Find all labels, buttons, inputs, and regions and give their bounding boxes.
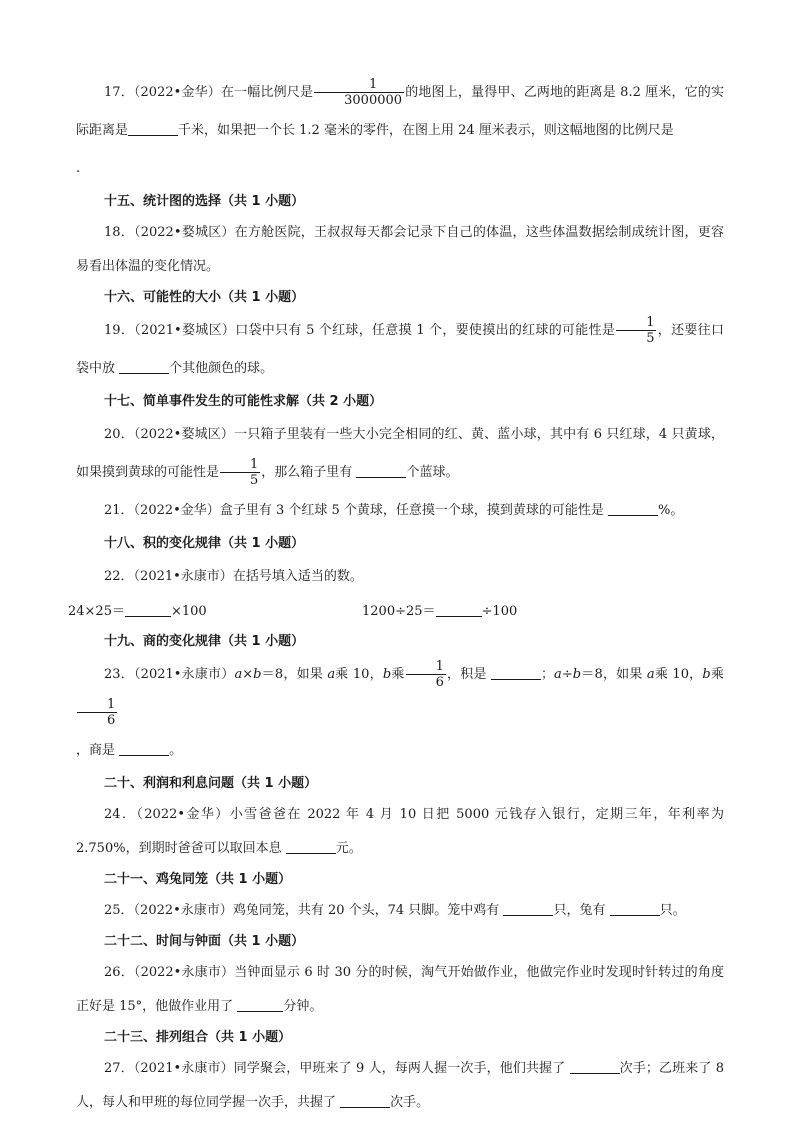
question-text: 盒子里有 3 个红球 5 个黄球，任意摸一个球，摸到黄球的可能性是 <box>219 503 604 518</box>
question-25 <box>76 894 724 928</box>
variable-b: b <box>253 667 262 682</box>
question-number: 26． <box>104 965 134 980</box>
section-heading: 二十三、排列组合（共 1 小题） <box>104 1030 292 1045</box>
question-text: 分钟。 <box>283 999 323 1014</box>
variable-a: a <box>234 667 243 682</box>
question-text: 个蓝球。 <box>406 465 459 480</box>
question-text: ，商是 <box>76 743 116 758</box>
answer-blank <box>491 665 541 680</box>
question-number: 17． <box>104 85 134 100</box>
question-text: 个其他颜色的球。 <box>169 361 274 376</box>
question-text: . <box>76 161 81 176</box>
question-number: 23． <box>104 667 134 682</box>
calc-row <box>68 596 724 628</box>
question-text: ； <box>541 667 555 682</box>
answer-blank <box>503 901 553 916</box>
answer-blank <box>125 602 171 617</box>
answer-blank <box>237 997 283 1012</box>
question-source: （2022•婺城区） <box>134 225 235 240</box>
question-source: （2021•永康市） <box>133 569 233 584</box>
fraction-numerator: 1 <box>435 659 444 674</box>
question-text: ，那么箱子里有 <box>261 465 353 480</box>
question-26 <box>76 956 724 1024</box>
question-source: （2022•金华） <box>133 85 221 100</box>
answer-blank <box>570 1059 620 1074</box>
question-source: （2022•婺城区） <box>133 427 235 442</box>
question-number: 19． <box>104 323 135 338</box>
question-list <box>68 74 724 1120</box>
variable-b: b <box>572 667 582 682</box>
question-number: 18． <box>104 225 135 240</box>
fraction-denominator: 3000000 <box>314 92 404 108</box>
answer-blank <box>436 602 482 617</box>
question-number: 21． <box>104 503 134 518</box>
question-source: （2022•金华） <box>133 503 220 518</box>
answer-blank <box>608 501 658 516</box>
question-18 <box>76 216 724 284</box>
question-text: × <box>242 667 254 682</box>
scale-fraction <box>314 77 404 108</box>
question-text: 际距离是 <box>76 123 129 138</box>
fraction-denominator: 6 <box>77 712 117 728</box>
calc-expression: ÷100 <box>481 604 518 619</box>
question-text: 乘 <box>710 667 724 682</box>
fraction-numerator: 1 <box>646 315 655 330</box>
section-heading: 十七、简单事件发生的可能性求解（共 2 小题） <box>104 394 383 409</box>
answer-blank <box>128 121 178 136</box>
question-text: 。 <box>169 743 183 758</box>
fraction-numerator: 1 <box>107 697 116 712</box>
question-22 <box>76 558 724 596</box>
question-text: ÷ <box>561 667 573 682</box>
calc-left <box>68 596 207 628</box>
question-24 <box>76 798 724 866</box>
answer-blank <box>119 359 169 374</box>
question-number: 27． <box>104 1061 134 1076</box>
question-source: （2021•永康市） <box>133 1061 234 1076</box>
answer-blank <box>286 839 336 854</box>
fraction-denominator: 5 <box>220 472 260 488</box>
question-text: 乘 10， <box>654 667 703 682</box>
question-text: 千米，如果把一个长 1.2 毫米的零件，在图上用 24 厘米表示，则这幅地图的比例尺是 <box>178 123 674 138</box>
question-source: （2021•永康市） <box>133 667 235 682</box>
question-text: 乘 10， <box>335 667 383 682</box>
calc-right <box>362 596 517 628</box>
question-text: 在一幅比例尺是 <box>220 85 314 100</box>
calc-expression: 1200÷25＝ <box>362 604 436 619</box>
variable-b: b <box>702 667 711 682</box>
question-text: 在方舱医院，王叔叔每天都会记录下自己的体温，这些体温数据绘制成统计图，更容易看出体温的变化情况。 <box>76 225 724 274</box>
question-text: 口袋中只有 5 个红球，任意摸 1 个，要使摸出的红球的可能性是 <box>235 323 616 338</box>
variable-b: b <box>382 667 392 682</box>
question-text: 次手；乙班来了 8 人，每人和甲班的每位同学握一次手，共握了 <box>76 1061 724 1110</box>
question-text: 小雪爸爸在 2022 年 4 月 10 日把 5000 元钱存入银行，定期三年，年利率为 2.750%，到期时爸爸可以取回本息 <box>76 807 724 856</box>
question-27 <box>76 1052 724 1120</box>
fraction <box>77 697 117 728</box>
question-17 <box>76 74 724 188</box>
section-heading: 二十、利润和利息问题（共 1 小题） <box>104 776 318 791</box>
question-text: 次手。 <box>390 1095 430 1110</box>
question-text: 只。 <box>659 903 686 918</box>
section-heading: 十六、可能性的大小（共 1 小题） <box>104 290 305 305</box>
question-text: 乘 <box>391 667 405 682</box>
question-text: ＝8，如果 <box>261 667 323 682</box>
question-text: 只，兔有 <box>553 903 606 918</box>
question-number: 25． <box>104 903 134 918</box>
question-text: ，还要往口袋中放 <box>76 323 724 376</box>
question-text: 同学聚会，甲班来了 9 人，每两人握一次手，他们共握了 <box>233 1061 566 1076</box>
probability-fraction <box>220 457 260 488</box>
variable-a: a <box>327 667 336 682</box>
question-text: 一只箱子里装有一些大小完全相同的红、黄、蓝小球，其中有 6 只红球，4 只黄球，如果摸到黄球的可能性是 <box>76 427 724 480</box>
variable-a: a <box>554 667 562 682</box>
question-text: ＝8，如果 <box>581 667 643 682</box>
probability-fraction <box>616 315 656 346</box>
question-text: 鸡兔同笼，共有 20 个头，74 只脚。笼中鸡有 <box>232 903 500 918</box>
fraction-denominator: 6 <box>406 674 446 690</box>
fraction-denominator: 5 <box>616 330 656 346</box>
question-19 <box>76 312 724 388</box>
answer-blank <box>119 741 169 756</box>
question-20 <box>76 416 724 492</box>
fraction-numerator: 1 <box>368 77 378 92</box>
question-23 <box>76 656 724 770</box>
question-text: 元。 <box>335 841 362 856</box>
question-source: （2021•婺城区） <box>134 323 236 338</box>
section-heading: 二十二、时间与钟面（共 1 小题） <box>104 934 305 949</box>
question-text: %。 <box>658 503 684 518</box>
question-number: 24． <box>104 807 137 822</box>
fraction <box>406 659 446 690</box>
question-source: （2022•永康市） <box>133 965 235 980</box>
question-21 <box>76 492 724 530</box>
section-heading: 十五、统计图的选择（共 1 小题） <box>104 194 305 209</box>
section-heading: 二十一、鸡兔同笼（共 1 小题） <box>104 872 292 887</box>
question-text: 的地图上，量得甲、乙两地的距离是 8.2 厘米，它的实 <box>405 85 724 100</box>
question-number: 22． <box>104 569 134 584</box>
question-source: （2022•金华） <box>136 807 230 822</box>
section-heading: 十九、商的变化规律（共 1 小题） <box>104 634 305 649</box>
answer-blank <box>340 1093 390 1108</box>
question-text: ，积是 <box>446 667 487 682</box>
variable-a: a <box>646 667 655 682</box>
calc-expression: ×100 <box>170 604 207 619</box>
fraction-numerator: 1 <box>250 457 259 472</box>
question-text: 在括号填入适当的数。 <box>232 569 363 584</box>
answer-blank <box>610 901 660 916</box>
question-number: 20． <box>104 427 134 442</box>
calc-expression: 24×25＝ <box>68 604 125 619</box>
answer-blank <box>356 463 406 478</box>
question-text: 当钟面显示 6 时 30 分的时候，淘气开始做作业，他做完作业时发现时针转过的角度正好是 15°，他做作业用了 <box>76 965 724 1014</box>
section-heading: 十八、积的变化规律（共 1 小题） <box>104 536 305 551</box>
question-source: （2022•永康市） <box>133 903 233 918</box>
